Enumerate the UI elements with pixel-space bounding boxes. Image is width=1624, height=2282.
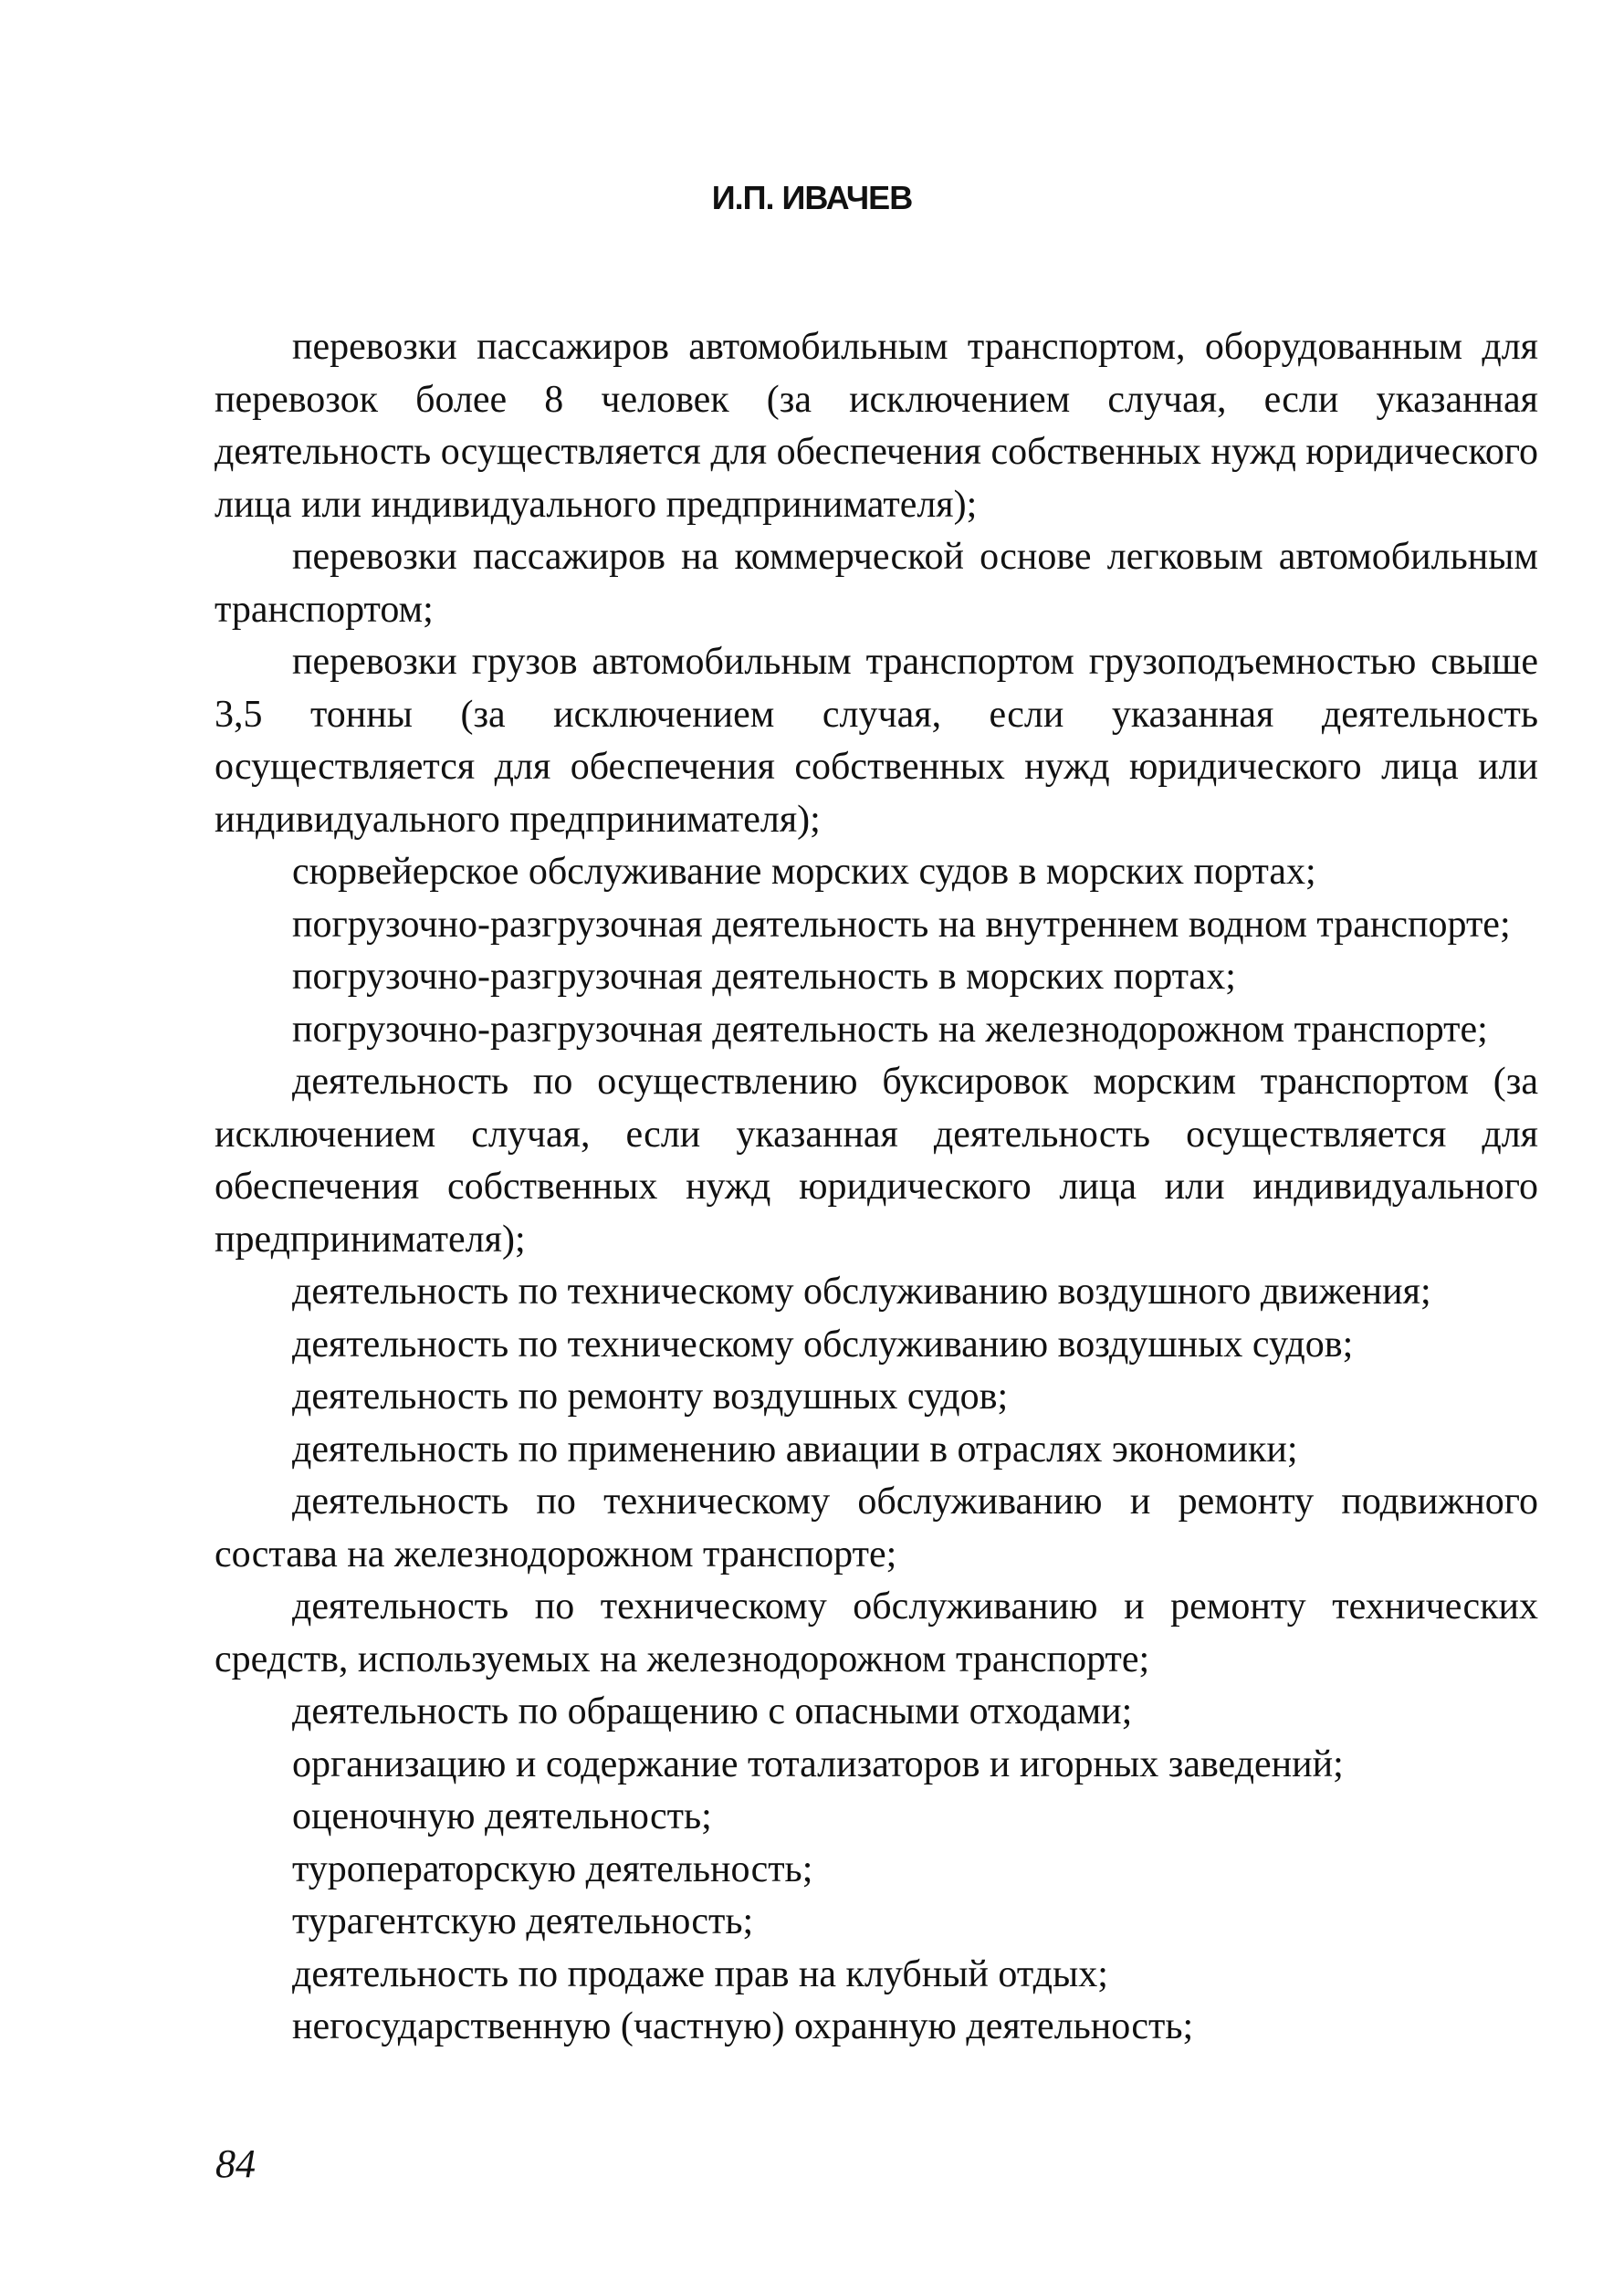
paragraph-13: деятельность по техническому обслуживанию и ремонту подвижного состава на железнодорожном транспорте;: [215, 1481, 1538, 1575]
paragraph-20: деятельность по продаже прав на клубный отдых;: [292, 1952, 1108, 1995]
paragraph-10: деятельность по техническому обслуживанию воздушных судов;: [292, 1323, 1354, 1366]
paragraph-11: деятельность по ремонту воздушных судов;: [292, 1376, 1009, 1418]
running-header: И.П. ИВАЧЕВ: [711, 179, 913, 216]
paragraph-18: туроператорскую деятельность;: [292, 1848, 813, 1890]
document-body: [215, 321, 1538, 2054]
paragraph-3: перевозки грузов автомобильным транспортом грузоподъемностью свыше 3,5 тонны (за исключением случая, если указанная деятельность осуществляется для обеспечения собственных нужд юридического лица или индивидуального предпринимателя);: [215, 641, 1538, 841]
paragraph-12: деятельность по применению авиации в отраслях экономики;: [292, 1428, 1298, 1471]
paragraph-21: негосударственную (частную) охранную деятельность;: [292, 2005, 1194, 2047]
paragraph-5: погрузочно-разгрузочная деятельность на внутреннем водном транспорте;: [292, 903, 1511, 946]
paragraph-17: оценочную деятельность;: [292, 1795, 712, 1837]
paragraph-2: перевозки пассажиров на коммерческой основе легковым автомобильным транспортом;: [215, 536, 1538, 631]
paragraph-1: перевозки пассажиров автомобильным транспортом, оборудованным для перевозок более 8 человек (за исключением случая, если указанная деятельность осуществляется для обеспечения собственных нужд юридического лица или индивидуального предпринимателя);: [215, 326, 1538, 526]
paragraph-6: погрузочно-разгрузочная деятельность в морских портах;: [292, 956, 1236, 998]
paragraph-4: сюрвейерское обслуживание морских судов в морских портах;: [292, 851, 1316, 893]
paragraph-7: погрузочно-разгрузочная деятельность на железнодорожном транспорте;: [292, 1008, 1488, 1051]
paragraph-16: организацию и содержание тотализаторов и игорных заведений;: [292, 1743, 1344, 1785]
paragraph-14: деятельность по техническому обслуживанию и ремонту технических средств, используемых на железнодорожном транспорте;: [215, 1586, 1538, 1680]
paragraph-15: деятельность по обращению с опасными отходами;: [292, 1691, 1133, 1732]
page-number: 84: [215, 2141, 256, 2186]
paragraph-9: деятельность по техническому обслуживанию воздушного движения;: [292, 1271, 1431, 1313]
paragraph-8: деятельность по осуществлению буксировок морским транспортом (за исключением случая, если указанная деятельность осуществляется для обеспечения собственных нужд юридического лица или индивидуального предпринимателя);: [215, 1061, 1538, 1261]
paragraph-19: турагентскую деятельность;: [292, 1900, 754, 1942]
